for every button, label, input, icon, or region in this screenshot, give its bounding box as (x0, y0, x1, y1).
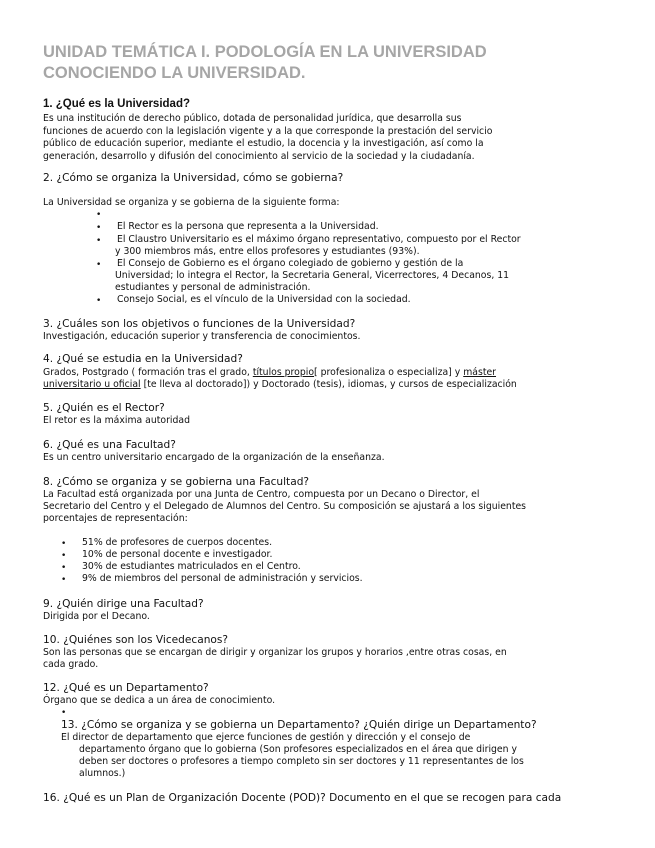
q4-line-2 (43, 379, 517, 392)
q13-line: El director de departamento que ejerce funciones de gestión y dirección y el consejo de (61, 732, 471, 743)
q2-item: El Consejo de Gobierno es el órgano colegiado de gobierno y gestión de la (117, 258, 464, 269)
q6-text: Es un centro universitario encargado de la organización de la enseñanza. (43, 452, 385, 463)
q6-heading: 6. ¿Qué es una Facultad? (43, 439, 176, 451)
q1-line: funciones de acuerdo con la legislación vigente y a la que corresponde la prestación del servicio (43, 125, 493, 137)
q4-line-1 (43, 367, 496, 380)
bullet: • (96, 260, 102, 270)
q8-line: Secretario del Centro y el Delegado de Alumnos del Centro. Su composición se ajustará a los siguientes (43, 501, 527, 512)
q5-heading: 5. ¿Quién es el Rector? (43, 402, 165, 414)
q12-heading: 12. ¿Qué es un Departamento? (43, 682, 209, 694)
q4-text: [ profesionaliza o especializa] y (314, 367, 464, 378)
q8-item: 51% de profesores de cuerpos docentes. (82, 537, 273, 548)
q3-text: Investigación, educación superior y transferencia de conocimientos. (43, 331, 361, 342)
q8-item: 9% de miembros del personal de administración y servicios. (82, 573, 363, 584)
q4-heading: 4. ¿Qué se estudia en la Universidad? (43, 353, 243, 365)
q2-intro: La Universidad se organiza y se gobierna de la siguiente forma: (43, 197, 340, 208)
title-line-1: UNIDAD TEMÁTICA I. PODOLOGÍA EN LA UNIVERSIDAD (43, 43, 487, 61)
bullet: • (96, 223, 102, 233)
q8-line: porcentajes de representación: (43, 513, 188, 524)
q8-line: La Facultad está organizada por una Junta de Centro, compuesta por un Decano o Director, el (43, 489, 480, 500)
q4-text: [te lleva al doctorado]) y Doctorado (tesis), idiomas, y cursos de especialización (140, 379, 517, 390)
q2-item: Universidad; lo integra el Rector, la Secretaria General, Vicerrectores, 4 Decanos, 11 (115, 270, 510, 281)
q8-item: 10% de personal docente e investigador. (82, 549, 273, 560)
bullet: • (61, 563, 67, 573)
q13-line: departamento órgano que lo gobierna (Son profesores especializados en el área que dirigen y (79, 744, 517, 755)
q2-item: El Claustro Universitario es el máximo órgano representativo, compuesto por el Rector (117, 234, 521, 245)
bullet: • (61, 708, 67, 718)
q8-item: 30% de estudiantes matriculados en el Centro. (82, 561, 301, 572)
q2-item: y 300 miembros más, entre ellos profesores y estudiantes (93%). (115, 246, 420, 257)
q2-item: estudiantes y personal de administración. (115, 282, 311, 293)
q2-item: Consejo Social, es el vínculo de la Universidad con la sociedad. (117, 294, 411, 305)
q10-heading: 10. ¿Quiénes son los Vicedecanos? (43, 634, 229, 646)
q1-line: generación, desarrollo y difusión del conocimiento al servicio de la sociedad y la ciudadanía. (43, 150, 475, 162)
q4-underlined-text: máster (463, 367, 497, 378)
q9-heading: 9. ¿Quién dirige una Facultad? (43, 598, 204, 610)
q1-line: Es una institución de derecho público, dotada de personalidad jurídica, que desarrolla sus (43, 113, 462, 124)
q13-heading: 13. ¿Cómo se organiza y se gobierna un Departamento? ¿Quién dirige un Departamento? (61, 719, 537, 731)
q9-text: Dirigida por el Decano. (43, 611, 150, 622)
bullet: • (61, 575, 67, 585)
q1-line: público de educación superior, mediante el estudio, la docencia y la investigación, así como la (43, 138, 484, 149)
q12-text: Órgano que se dedica a un área de conocimiento. (43, 695, 276, 706)
q2-item: El Rector es la persona que representa a la Universidad. (117, 221, 379, 232)
q13-line: deben ser doctores o profesores a tiempo completo sin ser doctores y 11 representantes de los (79, 756, 524, 767)
q8-heading: 8. ¿Cómo se organiza y se gobierna una Facultad? (43, 476, 310, 488)
q13-line: alumnos.) (79, 768, 126, 779)
q5-text: El retor es la máxima autoridad (43, 415, 190, 426)
title-line-2: CONOCIENDO LA UNIVERSIDAD. (43, 64, 306, 82)
bullet: • (96, 236, 102, 246)
bullet: • (61, 551, 67, 561)
q4-underlined-text: títulos propio (252, 367, 315, 378)
q10-line: cada grado. (43, 659, 99, 670)
q16-heading: 16. ¿Qué es un Plan de Organización Docente (POD)? Documento en el que se recogen para cada (43, 792, 562, 804)
q4-underlined-text: universitario u oficial (43, 379, 141, 390)
document-title (43, 42, 633, 84)
bullet: • (96, 210, 102, 220)
bullet: • (96, 296, 102, 306)
q4-text: Grados, Postgrado ( formación tras el grado, (43, 367, 253, 378)
bullet: • (61, 539, 67, 549)
q3-heading: 3. ¿Cuáles son los objetivos o funciones de la Universidad? (43, 318, 356, 330)
q10-line: Son las personas que se encargan de dirigir y organizar los grupos y horarios ,entre otras cosas, en (43, 647, 507, 658)
q2-heading: 2. ¿Cómo se organiza la Universidad, cómo se gobierna? (43, 172, 344, 184)
q1-heading: 1. ¿Qué es la Universidad? (43, 98, 190, 110)
